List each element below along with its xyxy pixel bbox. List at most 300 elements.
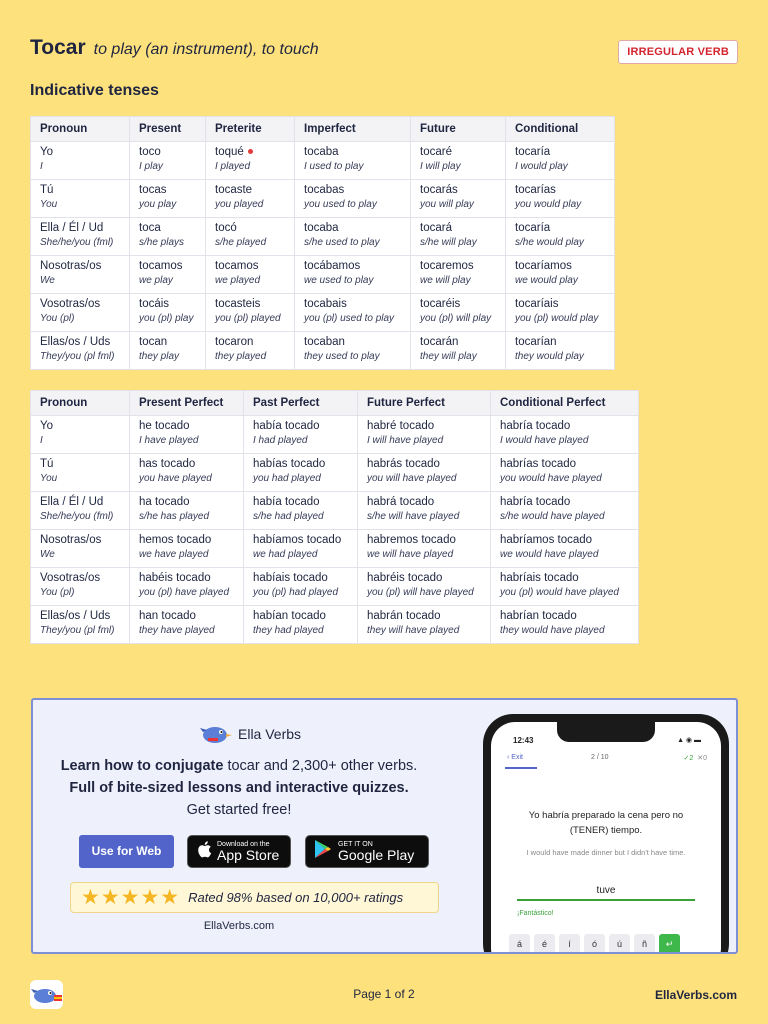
spanish-text: tocabais <box>304 298 347 310</box>
spanish-text: tocaría <box>515 146 551 158</box>
english-translation: you (pl) have played <box>139 587 230 598</box>
spanish-text: tocaba <box>304 146 339 158</box>
spanish-form <box>304 183 401 198</box>
phone-progress-bar <box>505 767 537 769</box>
conjugation-cell <box>491 492 639 530</box>
spanish-form <box>139 533 234 548</box>
english-translation: you will have played <box>367 473 457 484</box>
conjugation-cell <box>206 294 295 332</box>
english-translation: they had played <box>253 625 324 636</box>
english-translation: You <box>40 473 58 484</box>
pronoun-cell <box>31 416 130 454</box>
spanish-text: tocamos <box>139 260 183 272</box>
spanish-text: Nosotras/os <box>40 534 102 546</box>
english-translation: we play <box>139 275 173 286</box>
conjugation-cell <box>506 332 615 370</box>
phone-answer: tuve <box>517 885 695 901</box>
pronoun-cell <box>31 606 130 644</box>
perfect-tenses-table <box>30 390 639 644</box>
spanish-text: tocáis <box>139 298 170 310</box>
conjugation-cell <box>358 492 491 530</box>
phone-time: 12:43 <box>513 736 534 745</box>
spanish-form <box>515 259 605 274</box>
english-translation: they play <box>139 351 180 362</box>
spanish-text: habría tocado <box>500 420 571 432</box>
pronoun-cell <box>31 530 130 568</box>
phone-mockup <box>483 714 729 954</box>
english-translation: you (pl) would play <box>515 313 599 324</box>
spanish-form <box>515 183 605 198</box>
spanish-text: han tocado <box>139 610 196 622</box>
spanish-text: tocan <box>139 336 168 348</box>
spanish-form <box>304 297 401 312</box>
spanish-form <box>40 335 120 350</box>
spanish-text: tocamos <box>215 260 259 272</box>
spanish-form <box>367 457 481 472</box>
column-header: Imperfect <box>295 117 411 142</box>
app-store-button[interactable] <box>187 835 291 868</box>
english-translation: we have played <box>139 549 209 560</box>
english-translation: You (pl) <box>40 313 75 324</box>
spanish-form <box>139 297 196 312</box>
english-translation: You <box>40 199 58 210</box>
column-header: Past Perfect <box>244 391 358 416</box>
conjugation-cell <box>206 218 295 256</box>
english-translation: you have played <box>139 473 212 484</box>
conjugation-cell <box>295 180 411 218</box>
conjugation-cell <box>411 294 506 332</box>
spanish-text: tocabas <box>304 184 345 196</box>
english-translation: s/he used to play <box>304 237 380 248</box>
spanish-text: tocaban <box>304 336 345 348</box>
spanish-form <box>253 533 348 548</box>
key-u-accent: ú <box>609 934 630 954</box>
promo-line-1 <box>33 758 445 774</box>
english-translation: we would have played <box>500 549 599 560</box>
spanish-text: habrías tocado <box>500 458 577 470</box>
spanish-form <box>367 419 481 434</box>
conjugation-cell <box>244 530 358 568</box>
google-play-label: Google Play <box>338 846 415 863</box>
table-row <box>31 606 639 644</box>
conjugation-cell <box>130 256 206 294</box>
column-header: Conditional Perfect <box>491 391 639 416</box>
english-translation: we will have played <box>367 549 454 560</box>
conjugation-cell <box>206 180 295 218</box>
use-for-web-button[interactable]: Use for Web <box>79 835 174 868</box>
spanish-text: habéis tocado <box>139 572 211 584</box>
spanish-form <box>139 419 234 434</box>
spanish-text: habrían tocado <box>500 610 577 622</box>
spanish-form <box>367 495 481 510</box>
english-translation: s/he had played <box>253 511 324 522</box>
spanish-form <box>139 259 196 274</box>
conjugation-cell <box>411 256 506 294</box>
brand-name: Ella Verbs <box>238 726 302 742</box>
spanish-text: tocas <box>139 184 167 196</box>
english-translation: they played <box>215 351 267 362</box>
spanish-text: habréis tocado <box>367 572 443 584</box>
spanish-text: tocó <box>215 222 237 234</box>
spanish-form <box>139 183 196 198</box>
table-row <box>31 568 639 606</box>
pronoun-cell <box>31 142 130 180</box>
phone-score-wrong: ✕0 <box>697 755 707 762</box>
spanish-form <box>500 533 629 548</box>
spanish-text: habrán tocado <box>367 610 441 622</box>
spanish-form <box>139 457 234 472</box>
spanish-form <box>253 609 348 624</box>
conjugation-cell <box>491 416 639 454</box>
spanish-form <box>420 145 496 160</box>
spanish-form <box>420 297 496 312</box>
phone-score <box>683 754 707 762</box>
spanish-form <box>420 221 496 236</box>
google-play-small-label: GET IT ON <box>338 840 373 848</box>
spanish-form <box>500 571 629 586</box>
conjugation-cell <box>244 568 358 606</box>
spanish-text: tocará <box>420 222 452 234</box>
spanish-form <box>139 335 196 350</box>
verb-meaning: to play (an instrument), to touch <box>93 41 319 58</box>
rating-text: Rated 98% based on 10,000+ ratings <box>188 890 404 905</box>
promo-line-1-rest: tocar and 2,300+ other verbs. <box>223 758 418 774</box>
english-translation: I used to play <box>304 161 364 172</box>
spanish-form <box>139 145 196 160</box>
english-translation: I played <box>215 161 251 172</box>
ella-bird-logo-icon <box>200 722 232 746</box>
phone-translation: I would have made dinner but I didn't have time. <box>526 848 686 857</box>
english-translation: I will play <box>420 161 461 172</box>
spanish-form <box>139 571 234 586</box>
column-header: Pronoun <box>31 117 130 142</box>
conjugation-cell <box>411 218 506 256</box>
english-translation: I had played <box>253 435 308 446</box>
spanish-text: tocarías <box>515 184 556 196</box>
conjugation-cell <box>130 530 244 568</box>
conjugation-cell <box>506 294 615 332</box>
conjugation-cell <box>491 454 639 492</box>
spanish-form <box>40 457 120 472</box>
english-translation: you (pl) would have played <box>500 587 619 598</box>
spanish-text: Tú <box>40 458 54 470</box>
conjugation-cell <box>244 454 358 492</box>
spanish-text: tocasteis <box>215 298 261 310</box>
apple-icon <box>196 840 212 864</box>
pronoun-cell <box>31 492 130 530</box>
conjugation-cell <box>206 142 295 180</box>
english-translation: They/you (pl fml) <box>40 351 115 362</box>
simple-tenses-table <box>30 116 615 370</box>
english-translation: we had played <box>253 549 318 560</box>
spanish-text: Nosotras/os <box>40 260 102 272</box>
spanish-text: toco <box>139 146 161 158</box>
phone-accent-keyboard <box>509 934 680 954</box>
spanish-form <box>500 495 629 510</box>
english-translation: s/he has played <box>139 511 210 522</box>
spanish-form <box>139 609 234 624</box>
conjugation-cell <box>506 218 615 256</box>
table-row <box>31 142 615 180</box>
english-translation: they would play <box>515 351 584 362</box>
english-translation: We <box>40 549 55 560</box>
spanish-form <box>500 609 629 624</box>
spanish-form <box>515 297 605 312</box>
english-translation: I have played <box>139 435 199 446</box>
conjugation-cell <box>358 530 491 568</box>
conjugation-cell <box>411 332 506 370</box>
spanish-form <box>420 335 496 350</box>
key-e-accent: é <box>534 934 555 954</box>
spanish-form <box>139 495 234 510</box>
spanish-text: Yo <box>40 146 54 158</box>
conjugation-cell <box>506 180 615 218</box>
english-translation: s/he plays <box>139 237 185 248</box>
spanish-form <box>40 495 120 510</box>
english-translation: I will have played <box>367 435 444 446</box>
spanish-text: tocaba <box>304 222 339 234</box>
spanish-text: habría tocado <box>500 496 571 508</box>
footer-site-link[interactable]: EllaVerbs.com <box>654 988 737 1002</box>
spanish-text: había tocado <box>253 496 320 508</box>
english-translation: you would have played <box>500 473 602 484</box>
table-row <box>31 530 639 568</box>
spanish-text: habíais tocado <box>253 572 328 584</box>
spanish-text: tocaremos <box>420 260 474 272</box>
key-i-accent: í <box>559 934 580 954</box>
english-translation: I would have played <box>500 435 589 446</box>
spanish-text: Ella / Él / Ud <box>40 496 104 508</box>
conjugation-cell <box>358 416 491 454</box>
spanish-text: habías tocado <box>253 458 326 470</box>
conjugation-cell <box>130 180 206 218</box>
spanish-form <box>367 571 481 586</box>
phone-status-icons: ▲ ◉ ▬ <box>677 737 701 744</box>
conjugation-cell <box>295 256 411 294</box>
verb-title: Tocar <box>30 36 86 59</box>
spanish-text: Vosotras/os <box>40 572 101 584</box>
column-header: Future Perfect <box>358 391 491 416</box>
column-header: Conditional <box>506 117 615 142</box>
conjugation-cell <box>130 606 244 644</box>
spanish-text: habían tocado <box>253 610 326 622</box>
english-translation: you (pl) had played <box>253 587 339 598</box>
english-translation: you (pl) used to play <box>304 313 395 324</box>
spanish-text: he tocado <box>139 420 190 432</box>
spanish-form <box>367 533 481 548</box>
english-translation: we used to play <box>304 275 374 286</box>
spanish-text: había tocado <box>253 420 320 432</box>
spanish-form <box>40 533 120 548</box>
pronoun-cell <box>31 256 130 294</box>
conjugation-cell <box>358 568 491 606</box>
spanish-form <box>500 419 629 434</box>
table-row <box>31 416 639 454</box>
english-translation: you play <box>139 199 177 210</box>
english-translation: you (pl) played <box>215 313 281 324</box>
spanish-text: Yo <box>40 420 54 432</box>
english-translation: You (pl) <box>40 587 75 598</box>
english-translation: s/he will play <box>420 237 477 248</box>
spanish-text: habrás tocado <box>367 458 440 470</box>
spanish-text: tocaron <box>215 336 254 348</box>
english-translation: you (pl) will play <box>420 313 492 324</box>
english-translation: s/he would play <box>515 237 584 248</box>
spanish-form <box>515 335 605 350</box>
english-translation: s/he played <box>215 237 267 248</box>
column-header: Present <box>130 117 206 142</box>
pronoun-cell <box>31 180 130 218</box>
google-play-icon <box>314 839 332 864</box>
conjugation-cell <box>358 606 491 644</box>
conjugation-cell <box>295 294 411 332</box>
table-row <box>31 180 615 218</box>
spanish-text: Ellas/os / Uds <box>40 336 111 348</box>
spanish-form <box>304 145 401 160</box>
table-row <box>31 332 615 370</box>
table-row <box>31 454 639 492</box>
section-title: Indicative tenses <box>30 82 159 99</box>
spanish-form <box>215 183 285 198</box>
app-store-label: App Store <box>217 846 280 863</box>
english-translation: they used to play <box>304 351 380 362</box>
conjugation-cell <box>411 142 506 180</box>
conjugation-cell <box>244 606 358 644</box>
spanish-form <box>40 297 120 312</box>
pronoun-cell <box>31 568 130 606</box>
conjugation-cell <box>411 180 506 218</box>
conjugation-cell <box>130 568 244 606</box>
english-translation: I <box>40 161 43 172</box>
spanish-form <box>215 335 285 350</box>
app-store-small-label: Download on the <box>217 840 270 848</box>
conjugation-cell <box>130 492 244 530</box>
promo-site-link[interactable]: EllaVerbs.com <box>203 920 275 932</box>
page-number: Page 1 of 2 <box>353 987 415 1001</box>
table-row <box>31 218 615 256</box>
spanish-form <box>420 183 496 198</box>
spanish-form <box>215 221 285 236</box>
english-translation: you (pl) will have played <box>367 587 474 598</box>
english-translation: They/you (pl fml) <box>40 625 115 636</box>
english-translation: I play <box>139 161 163 172</box>
irregular-verb-badge: IRREGULAR VERB <box>618 40 738 64</box>
conjugation-cell <box>206 256 295 294</box>
spanish-form <box>40 183 120 198</box>
spanish-form <box>515 145 605 160</box>
google-play-button[interactable] <box>305 835 429 868</box>
conjugation-cell <box>130 454 244 492</box>
conjugation-cell <box>295 332 411 370</box>
promo-line-2: Full of bite-sized lessons and interactive quizzes. <box>69 780 409 796</box>
english-translation: we will play <box>420 275 471 286</box>
spanish-form <box>304 259 401 274</box>
spanish-text: tocaréis <box>420 298 461 310</box>
spanish-text: habrá tocado <box>367 496 435 508</box>
conjugation-cell <box>506 256 615 294</box>
spanish-form <box>420 259 496 274</box>
conjugation-cell <box>130 332 206 370</box>
spanish-text: tocaría <box>515 222 551 234</box>
spanish-text: toca <box>139 222 161 234</box>
spanish-form <box>253 495 348 510</box>
phone-progress-count: 2 / 10 <box>591 754 609 761</box>
spanish-form <box>215 145 285 160</box>
pronoun-cell <box>31 294 130 332</box>
spanish-text: habré tocado <box>367 420 435 432</box>
spanish-form <box>40 145 120 160</box>
spanish-text: tocaríamos <box>515 260 572 272</box>
conjugation-cell <box>491 606 639 644</box>
conjugation-cell <box>206 332 295 370</box>
english-translation: they will play <box>420 351 477 362</box>
spanish-text: tocarían <box>515 336 557 348</box>
phone-exit-button: ‹ Exit <box>507 754 523 761</box>
table-row <box>31 256 615 294</box>
spanish-form <box>500 457 629 472</box>
conjugation-cell <box>130 218 206 256</box>
conjugation-cell <box>295 218 411 256</box>
key-a-accent: á <box>509 934 530 954</box>
spanish-text: tocaríais <box>515 298 559 310</box>
conjugation-cell <box>491 530 639 568</box>
conjugation-cell <box>506 142 615 180</box>
english-translation: We <box>40 275 55 286</box>
phone-score-correct: ✓2 <box>683 755 694 762</box>
conjugation-cell <box>358 454 491 492</box>
english-translation: they have played <box>139 625 215 636</box>
spanish-text: Vosotras/os <box>40 298 101 310</box>
phone-screen <box>491 722 721 954</box>
verb-header <box>30 36 319 60</box>
spanish-form <box>40 419 120 434</box>
spanish-form <box>40 221 120 236</box>
column-header: Present Perfect <box>130 391 244 416</box>
conjugation-cell <box>295 142 411 180</box>
english-translation: I would play <box>515 161 568 172</box>
spanish-text: habremos tocado <box>367 534 456 546</box>
conjugation-cell <box>130 294 206 332</box>
irregular-dot-icon <box>248 149 253 154</box>
column-header: Future <box>411 117 506 142</box>
english-translation: you (pl) play <box>139 313 194 324</box>
pronoun-cell <box>31 454 130 492</box>
english-translation: they would have played <box>500 625 605 636</box>
spanish-form <box>253 571 348 586</box>
table-row <box>31 294 615 332</box>
spanish-form <box>40 609 120 624</box>
conjugation-cell <box>130 142 206 180</box>
spanish-text: tocarás <box>420 184 458 196</box>
key-enter-icon: ↵ <box>659 934 680 954</box>
english-translation: you played <box>215 199 264 210</box>
english-translation: s/he would have played <box>500 511 605 522</box>
spanish-text: tocábamos <box>304 260 361 272</box>
spanish-text: habríamos tocado <box>500 534 593 546</box>
spanish-form <box>304 335 401 350</box>
spanish-form <box>40 571 120 586</box>
promo-line-1-bold: Learn how to conjugate <box>60 758 224 774</box>
rating-banner <box>70 882 439 913</box>
english-translation: She/he/you (fml) <box>40 511 114 522</box>
key-n-tilde: ñ <box>634 934 655 954</box>
english-translation: we would play <box>515 275 578 286</box>
pronoun-cell <box>31 332 130 370</box>
spanish-text: Tú <box>40 184 54 196</box>
spanish-text: tocaste <box>215 184 253 196</box>
promo-line-3: Get started free! <box>186 802 292 818</box>
spanish-form <box>515 221 605 236</box>
